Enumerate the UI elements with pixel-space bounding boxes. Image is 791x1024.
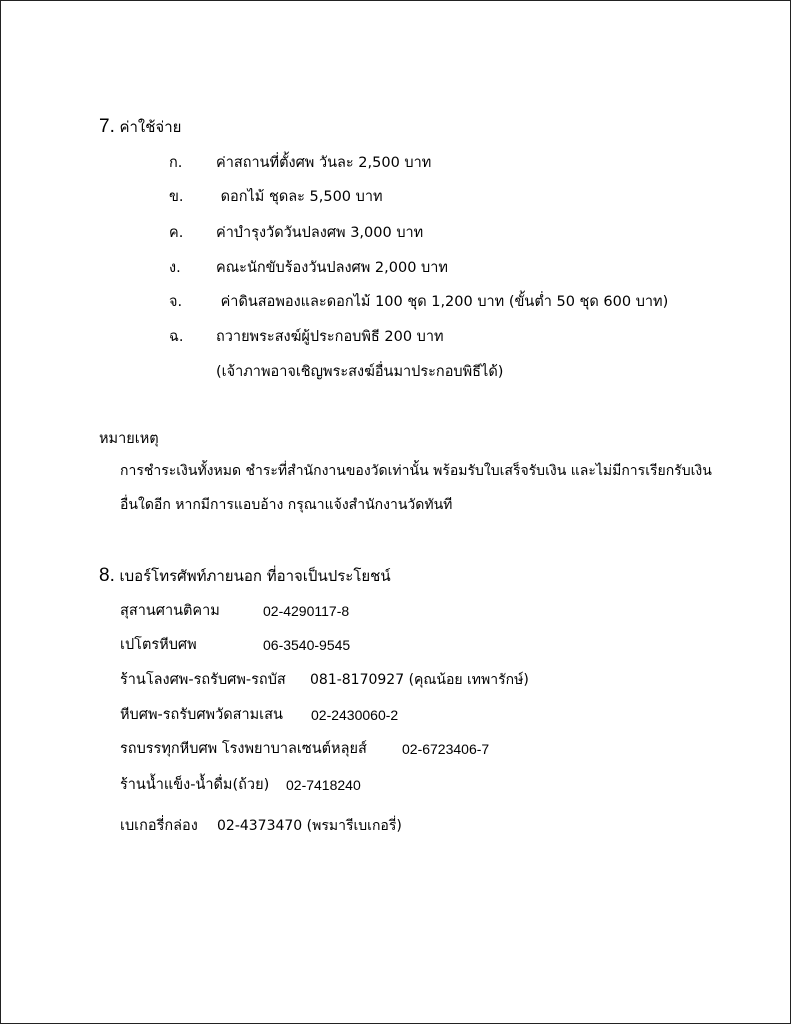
item-text: คณะนักขับร้องวันปลงศพ 2,000 บาท [216, 260, 448, 276]
item-text: ดอกไม้ ชุดละ 5,500 บาท [216, 189, 383, 205]
item-text: ค่าบำรุงวัดวันปลงศพ 3,000 บาท [216, 225, 424, 241]
item-marker: จ. [169, 294, 183, 310]
item-text: ค่าดินสอพองและดอกไม้ 100 ชุด 1,200 บาท (ขั้นต่ำ 50 ชุด 600 บาท) [216, 294, 669, 310]
item-text: ค่าสถานที่ตั้งศพ วันละ 2,500 บาท [216, 155, 432, 171]
contact-phone: 02-4373470 (พรมารีเบเกอรี่) [217, 818, 402, 834]
section-7-note: (เจ้าภาพอาจเชิญพระสงฆ์อื่นมาประกอบพิธีได้) [216, 364, 504, 380]
contact-name: รถบรรทุกหีบศพ โรงพยาบาลเซนต์หลุยส์ [120, 741, 367, 757]
item-marker: ก. [169, 155, 183, 171]
contact-phone: 02-2430060-2 [311, 707, 399, 723]
remarks-line-2: อื่นใดอีก หากมีการแอบอ้าง กรุณาแจ้งสำนักงานวัดทันที [120, 497, 453, 513]
item-marker: ฉ. [169, 329, 184, 345]
item-marker: ข. [169, 189, 184, 205]
remarks-line-1: การชำระเงินทั้งหมด ชำระที่สำนักงานของวัดเท่านั้น พร้อมรับใบเสร็จรับเงิน และไม่มีการเรียกรับเงิน [120, 463, 712, 479]
remarks-title: หมายเหตุ [99, 431, 159, 447]
item-text: ถวายพระสงฆ์ผู้ประกอบพิธี 200 บาท [216, 329, 444, 345]
contact-name: ร้านโลงศพ-รถรับศพ-รถบัส [120, 672, 286, 688]
section-7-title: ค่าใช้จ่าย [119, 118, 182, 136]
contact-name: เปโตรหีบศพ [120, 637, 197, 653]
contact-phone: 02-7418240 [286, 777, 361, 793]
section-8-number: 8. [99, 565, 115, 586]
contact-phone: 06-3540-9545 [263, 637, 351, 653]
item-marker: ค. [169, 225, 184, 241]
contact-name: เบเกอรี่กล่อง [120, 818, 198, 834]
contact-name: ร้านน้ำแข็ง-น้ำดื่ม(ถ้วย) [120, 777, 270, 793]
section-8-title: เบอร์โทรศัพท์ภายนอก ที่อาจเป็นประโยชน์ [119, 567, 391, 585]
item-marker: ง. [169, 260, 181, 276]
contact-phone: 02-4290117-8 [263, 603, 350, 619]
contact-name: หีบศพ-รถรับศพวัดสามเสน [120, 707, 283, 723]
section-7-heading [99, 117, 181, 138]
contact-name: สุสานศานติคาม [120, 603, 220, 619]
contact-phone: 02-6723406-7 [402, 741, 490, 757]
section-8-heading [99, 566, 391, 587]
contact-phone: 081-8170927 (คุณน้อย เทพารักษ์) [310, 672, 529, 688]
section-7-number: 7. [99, 116, 115, 137]
